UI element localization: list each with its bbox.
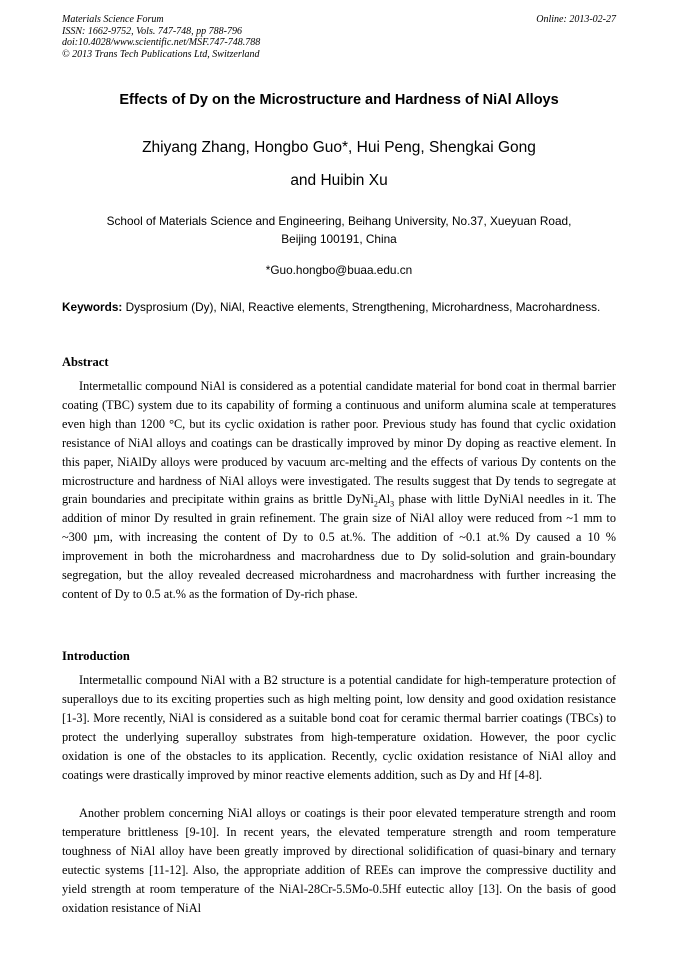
abstract-part-2: Al bbox=[377, 492, 391, 507]
paper-title: Effects of Dy on the Microstructure and Hardness of NiAl Alloys bbox=[119, 92, 559, 108]
journal-name: Materials Science Forum bbox=[62, 14, 164, 25]
journal-header bbox=[62, 14, 616, 60]
affiliation-line-1: School of Materials Science and Engineering, Beihang University, No.37, Xueyuan Road, bbox=[106, 214, 572, 228]
issn-line: ISSN: 1662-9752, Vols. 747-748, pp 788-796 bbox=[62, 25, 242, 37]
abstract-part-3: phase with little DyNiAl needles in it. The addition of minor Dy resulted in grain refinement. The grain size of NiAl alloy were reduced from ~1 mm to ~300 µm, with increasing the content of Dy to 0.5 at.%. The addition of ~0.1 at.% Dy caused a 10 % improvement in both the microhardness and macrohardness due to Dy solid-solution and grain-boundary segregation, but the alloy revealed decreased microhardness and macrohardness with further increasing the content of Dy to 0.5 at.% as the formation of Dy-rich phase. bbox=[62, 492, 617, 601]
doi-line: doi:10.4028/www.scientific.net/MSF.747-748.788 bbox=[62, 37, 261, 48]
authors-line-1: Zhiyang Zhang, Hongbo Guo*, Hui Peng, Shengkai Gong bbox=[142, 139, 536, 156]
abstract-text bbox=[62, 377, 616, 604]
affiliation bbox=[62, 212, 616, 248]
affiliation-line-2: Beijing 100191, China bbox=[281, 232, 397, 246]
author-list bbox=[62, 131, 616, 197]
corresponding-email: *Guo.hongbo@buaa.edu.cn bbox=[265, 263, 413, 277]
copyright-line: © 2013 Trans Tech Publications Ltd, Switzerland bbox=[62, 48, 260, 60]
introduction-paragraph-2: Another problem concerning NiAl alloys or coatings is their poor elevated temperature strength and room temperature brittleness [9-10]. In recent years, the elevated temperature strength and room temperature toughness of NiAl alloy have been greatly improved by directional solidification of quasi-binary and ternary eutectic systems [11-12]. Also, the appropriate addition of REEs can improve the compressive ductility and yield strength at room temperature of the NiAl-28Cr-5.5Mo-0.5Hf eutectic alloy [13]. On the basis of good oxidation resistance of NiAl bbox=[62, 806, 616, 915]
abstract-subscript-2: 3 bbox=[390, 499, 395, 509]
introduction-paragraph-1: Intermetallic compound NiAl with a B2 structure is a potential candidate for high-temperature protection of superalloys due to its exciting properties such as high melting point, low density and good oxidation resistance [1-3]. More recently, NiAl is considered as a suitable bond coat for ceramic thermal barrier coatings (TBCs) to protect the underlying superalloy substrates from high-temperature oxidation. However, the poor cyclic oxidation is one of the obstacles to its application. Recently, cyclic oxidation resistance of NiAl alloy and coatings were drastically improved by minor reactive elements addition, such as Dy and Hf [4-8]. bbox=[62, 673, 616, 782]
introduction-heading: Introduction bbox=[62, 649, 130, 663]
authors-line-2: and Huibin Xu bbox=[290, 172, 388, 189]
keywords-label: Keywords: bbox=[62, 300, 123, 314]
abstract-part-1: Intermetallic compound NiAl is considered as a potential candidate material for bond coat in thermal barrier coating (TBC) system due to its capability of forming a continuous and uniform alumina scale at temperatures even high than 1200 °C, but its cyclic oxidation is rather poor. Previous study has found that cyclic oxidation resistance of NiAl alloys and coatings can be drastically improved by minor Dy doping as reactive element. In this paper, NiAlDy alloys were produced by vacuum arc-melting and the effects of various Dy contents on the microstructure and hardness of NiAl alloys were investigated. The results suggest that Dy tends to segregate at grain boundaries and precipitate within grains as brittle DyNi bbox=[62, 379, 616, 507]
keywords-text: Dysprosium (Dy), NiAl, Reactive elements, Strengthening, Microhardness, Macrohardness. bbox=[125, 300, 601, 314]
abstract-subscript-1: 2 bbox=[373, 499, 378, 509]
online-date: Online: 2013-02-27 bbox=[536, 14, 616, 25]
keywords-section bbox=[62, 298, 616, 316]
abstract-heading: Abstract bbox=[62, 355, 109, 369]
